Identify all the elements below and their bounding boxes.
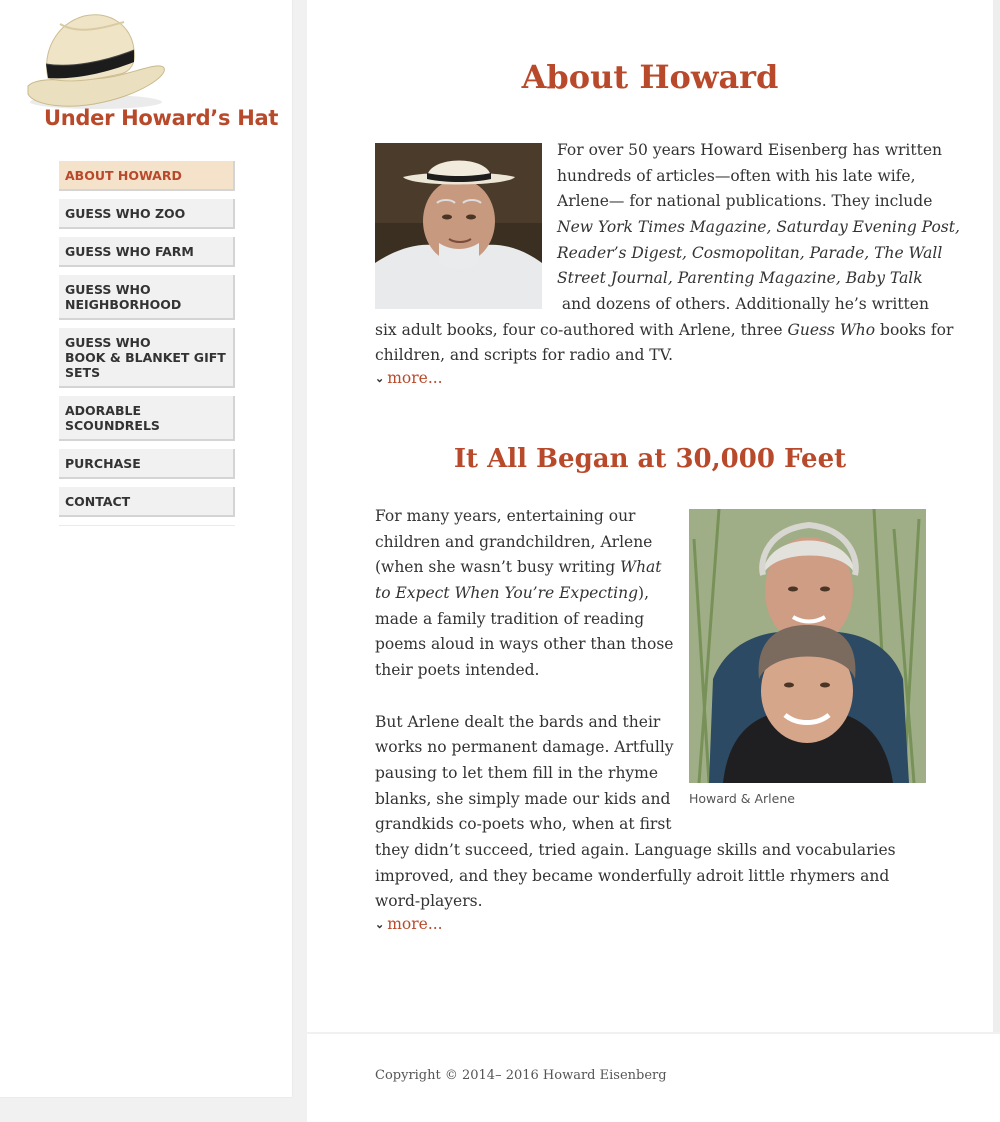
- publication-list: New York Times Magazine, Saturday Evening Post,: [557, 218, 960, 236]
- about-line: Arlene— for national publications. They include: [557, 192, 933, 210]
- nav-item-adorable-scoundrels[interactable]: [59, 396, 235, 441]
- nav-item-label: GUESS WHO FARM: [65, 244, 194, 259]
- nav-item-label: BOOK & BLANKET GIFT: [65, 350, 226, 365]
- story-line: they didn’t succeed, tried again. Language skills and vocabularies: [375, 841, 896, 859]
- about-line: hundreds of articles—often with his late wife,: [557, 167, 916, 185]
- story-line: word-players.: [375, 892, 483, 910]
- site-footer: [307, 1034, 1000, 1122]
- chevron-down-icon: ⌄: [375, 372, 385, 385]
- site-title[interactable]: Under Howard’s Hat: [44, 106, 279, 130]
- story-line: For many years, entertaining our: [375, 507, 636, 525]
- about-text: books for: [875, 321, 954, 339]
- story-line: pausing to let them fill in the rhyme: [375, 764, 659, 782]
- story-line: blanks, she simply made our kids and: [375, 790, 671, 808]
- nav-item-contact[interactable]: [59, 487, 235, 517]
- more-label: more...: [387, 369, 443, 387]
- nav-item-guess-who-neighborhood[interactable]: [59, 275, 235, 320]
- nav-item-label: CONTACT: [65, 494, 131, 509]
- story-line: works no permanent damage. Artfully: [375, 738, 674, 756]
- copyright-text: Copyright © 2014– 2016 Howard Eisenberg: [375, 1068, 667, 1083]
- story-line: poems aloud in ways other than those: [375, 635, 674, 653]
- story-text: (when she wasn’t busy writing: [375, 558, 621, 576]
- nav-item-label: GUESS WHO: [65, 282, 151, 297]
- more-link-story[interactable]: [375, 915, 443, 933]
- about-line: For over 50 years Howard Eisenberg has written: [557, 141, 942, 159]
- nav-divider: [59, 525, 235, 526]
- nav-item-about-howard[interactable]: [59, 161, 235, 191]
- story-line: grandkids co-poets who, when at first: [375, 815, 672, 833]
- story-line: made a family tradition of reading: [375, 610, 645, 628]
- story-line: But Arlene dealt the bards and their: [375, 713, 661, 731]
- story-text: ),: [638, 584, 650, 602]
- howard-photo: [375, 143, 542, 309]
- page-title: About Howard: [521, 58, 779, 96]
- nav-item-label: SETS: [65, 365, 101, 380]
- page-edge: [993, 0, 1000, 1032]
- hat-logo-icon: [20, 6, 170, 118]
- nav-item-label: ADORABLE SCOUNDRELS: [65, 403, 160, 433]
- about-line: [557, 266, 923, 292]
- nav-item-guess-who-farm[interactable]: [59, 237, 235, 267]
- about-line: and dozens of others. Additionally he’s written: [557, 295, 929, 313]
- story-line: improved, and they became wonderfully adroit little rhymers and: [375, 867, 890, 885]
- nav-item-label: PURCHASE: [65, 456, 141, 471]
- chevron-down-icon: ⌄: [375, 918, 385, 931]
- howard-arlene-photo: [689, 509, 926, 783]
- story-line: children and grandchildren, Arlene: [375, 533, 653, 551]
- book-title: to Expect When You’re Expecting: [375, 584, 639, 602]
- about-line: [375, 318, 953, 344]
- about-line: [557, 215, 960, 241]
- nav-item-label: NEIGHBORHOOD: [65, 297, 182, 312]
- nav-item-label: GUESS WHO: [65, 335, 151, 350]
- photo-caption: Howard & Arlene: [689, 791, 795, 806]
- about-line: [557, 241, 942, 267]
- more-link-about[interactable]: [375, 369, 443, 387]
- section-title: It All Began at 30,000 Feet: [453, 444, 847, 474]
- publication-list: Reader’s Digest, Cosmopolitan, Parade, The Wall: [557, 244, 943, 262]
- nav-item-purchase[interactable]: [59, 449, 235, 479]
- book-title: Guess Who: [787, 321, 876, 339]
- nav-item-label: GUESS WHO ZOO: [65, 206, 186, 221]
- about-line: children, and scripts for radio and TV.: [375, 346, 674, 364]
- story-line: [375, 581, 649, 607]
- publication-list: Street Journal, Parenting Magazine, Baby Talk: [557, 269, 923, 287]
- nav-item-label: ABOUT HOWARD: [65, 168, 182, 183]
- main-content: [307, 0, 993, 1032]
- site-logo[interactable]: [18, 4, 288, 134]
- nav-item-guess-who-zoo[interactable]: [59, 199, 235, 229]
- more-label: more...: [387, 915, 443, 933]
- main-navigation: [59, 161, 235, 526]
- story-line: [375, 555, 662, 581]
- about-text: six adult books, four co-authored with Arlene, three: [375, 321, 788, 339]
- story-line: their poets intended.: [375, 661, 540, 679]
- book-title: What: [620, 558, 662, 576]
- nav-item-gift-sets[interactable]: [59, 328, 235, 388]
- sidebar: [0, 0, 292, 1097]
